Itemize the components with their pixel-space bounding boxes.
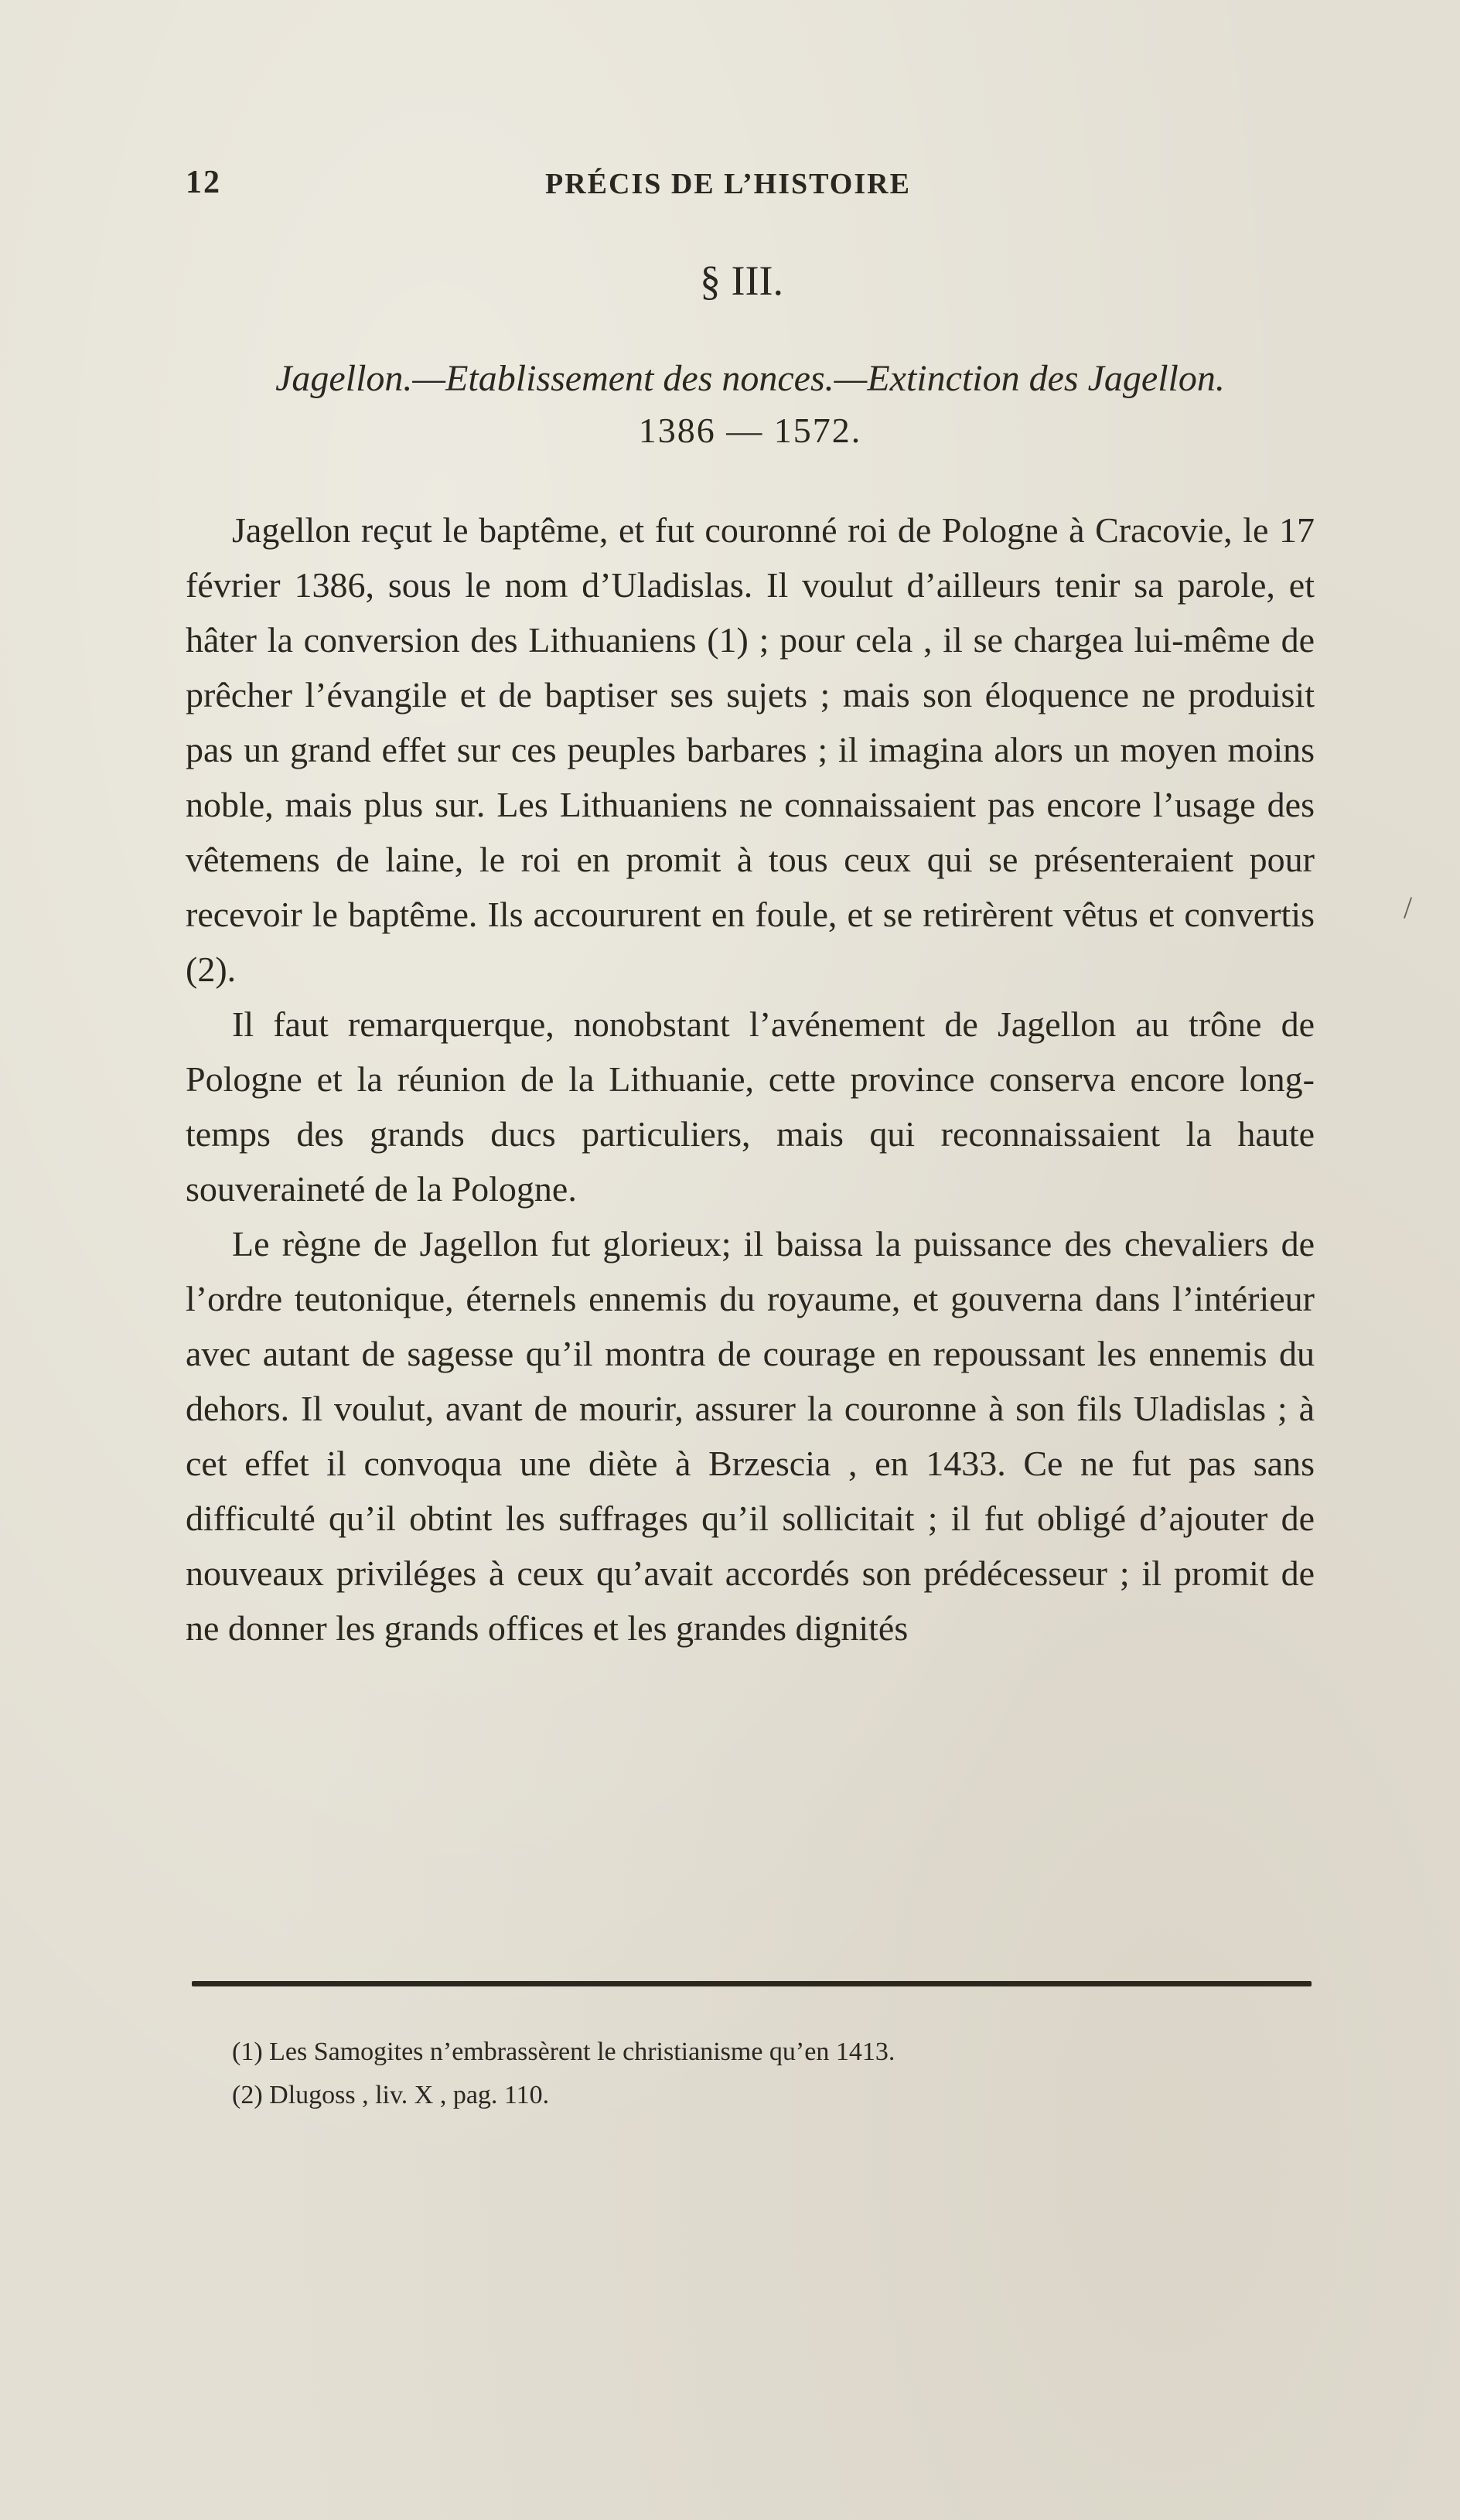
running-title: PRÉCIS DE L’HISTOIRE (545, 168, 911, 200)
paragraph-2: Il faut remarquerque, nonobstant l’avénement de Jagellon au trône de Pologne et la réunion de la Lithuanie, cette province conserva encore long-temps des grands ducs particuliers, mais qui reconnaissaient la haute souveraineté de la Pologne. (186, 1004, 1315, 1209)
footnote-divider (192, 1981, 1312, 1986)
margin-mark: / (1404, 890, 1413, 925)
footnote-1: (1) Les Samogites n’embrassèrent le christianisme qu’en 1413. (232, 2037, 895, 2066)
section-dates: 1386 — 1572. (638, 411, 862, 450)
body-text (186, 503, 1315, 1656)
footnotes (232, 2031, 1237, 2117)
section-number: § III. (700, 257, 783, 304)
footnote-2: (2) Dlugoss , liv. X , pag. 110. (232, 2081, 550, 2109)
running-head (186, 164, 1315, 210)
page-number: 12 (186, 165, 221, 200)
paragraph-1: Jagellon reçut le baptême, et fut couronné roi de Pologne à Cracovie, le 17 février 1386, sous le nom d’Uladislas. Il voulut d’ailleurs tenir sa parole, et hâter la conversion des Lithuaniens (1) ; pour cela , il se chargea lui-même de prêcher l’évangile et de baptiser ses sujets ; mais son éloquence ne produisit pas un grand effet sur ces peuples barbares ; il imagina alors un moyen moins noble, mais plus sur. Les Lithuaniens ne connaissaient pas encore l’usage des vêtemens de laine, le roi en promit à tous ceux qui se présenteraient pour recevoir le baptême. Ils accoururent en foule, et se retirèrent vêtus et convertis (2). (186, 510, 1315, 989)
section-title: Jagellon.—Etablissement des nonces.—Extinction des Jagellon. (275, 358, 1225, 399)
paragraph-3: Le règne de Jagellon fut glorieux; il baissa la puissance des chevaliers de l’ordre teutonique, éternels ennemis du royaume, et gouverna dans l’intérieur avec autant de sagesse qu’il montra de courage en repoussant les ennemis du dehors. Il voulut, avant de mourir, assurer la couronne à son fils Uladislas ; à cet effet il convoqua une diète à Brzescia , en 1433. Ce ne fut pas sans difficulté qu’il obtint les suffrages qu’il sollicitait ; il fut obligé d’ajouter de nouveaux priviléges à ceux qu’avait accordés son prédécesseur ; il promit de ne donner les grands offices et les grandes dignités (186, 1224, 1315, 1648)
